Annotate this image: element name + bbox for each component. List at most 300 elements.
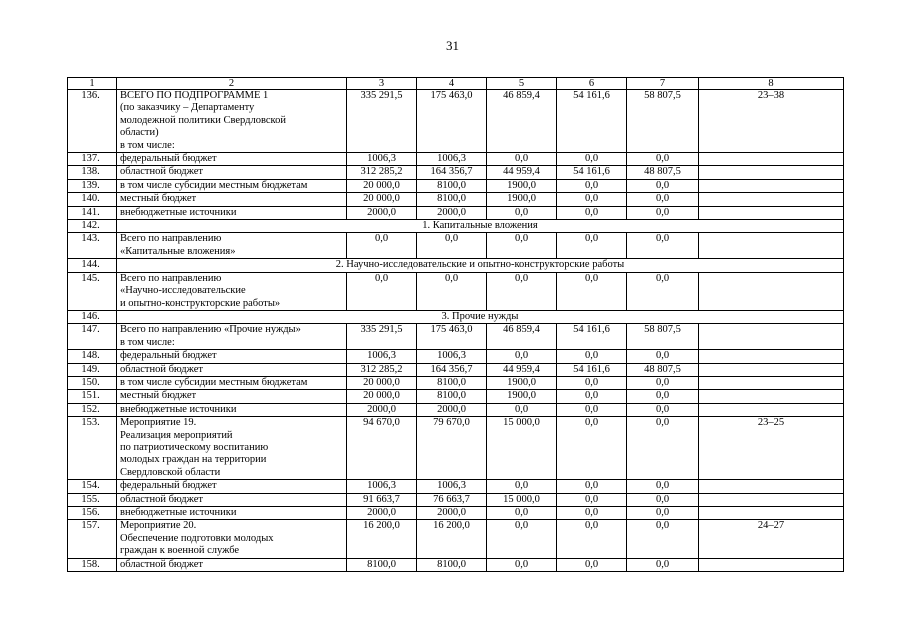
value-total: [347, 193, 417, 206]
row-number-text: 144.: [81, 259, 100, 271]
table-row: [68, 507, 844, 520]
value-year-4-text: 0,0: [655, 417, 670, 429]
value-year-1: [417, 166, 487, 179]
item-name-text: внебюджетные источники: [120, 206, 237, 218]
value-year-1: [417, 480, 487, 493]
section-title-text: 2. Научно-исследовательские и опытно-конструкторские работы: [335, 259, 625, 271]
table-row: [68, 272, 844, 310]
value-year-2-text: 0,0: [514, 507, 529, 518]
item-name-text: ВСЕГО ПО ПОДПРОГРАММЕ 1 (по заказчику – Департаменту молодежной политики Свердловской области) в том числе:: [120, 90, 286, 151]
value-year-4-text: 0,0: [655, 493, 670, 505]
value-year-4: [627, 193, 699, 206]
item-name: [117, 520, 347, 558]
value-total: [347, 376, 417, 389]
value-year-4: [627, 520, 699, 558]
item-name: [117, 363, 347, 376]
value-total-text: 335 291,5: [360, 90, 403, 101]
item-name-text: областной бюджет: [120, 558, 203, 570]
item-name-text: федеральный бюджет: [120, 480, 217, 492]
value-year-4-text: 0,0: [655, 376, 670, 388]
value-year-1: [417, 179, 487, 192]
value-total: [347, 480, 417, 493]
item-name-text: внебюджетные источники: [120, 507, 237, 518]
row-number: [68, 310, 117, 323]
row-number-text: 153.: [81, 417, 100, 429]
value-year-2-text: 46 859,4: [503, 324, 540, 336]
section-title: [117, 259, 844, 272]
value-year-2-text: 0,0: [514, 480, 529, 492]
value-year-1-text: 175 463,0: [430, 324, 473, 336]
target-indicators: [699, 558, 844, 571]
value-year-3-text: 0,0: [584, 233, 599, 245]
value-year-3: [557, 363, 627, 376]
value-year-2: [487, 350, 557, 363]
target-indicators-text: 24–27: [757, 520, 785, 532]
row-number: [68, 272, 117, 310]
value-year-1: [417, 90, 487, 153]
value-year-3: [557, 153, 627, 166]
value-year-3: [557, 166, 627, 179]
value-year-3-text: 0,0: [584, 193, 599, 205]
value-year-3-text: 0,0: [584, 480, 599, 492]
value-total: [347, 179, 417, 192]
value-total: [347, 272, 417, 310]
table-body: [68, 78, 844, 572]
row-number: [68, 558, 117, 571]
value-year-2-text: 1900,0: [507, 376, 536, 388]
section-title-text: 3. Прочие нужды: [441, 310, 519, 322]
table-row: [68, 417, 844, 480]
value-total-text: 2000,0: [367, 507, 396, 518]
value-year-2: [487, 193, 557, 206]
row-number-text: 151.: [81, 390, 100, 402]
column-number-7: 7: [627, 78, 699, 90]
table-row: [68, 153, 844, 166]
value-year-1-text: 2000,0: [437, 403, 466, 415]
value-year-3-text: 0,0: [584, 390, 599, 402]
item-name: [117, 507, 347, 520]
item-name: [117, 558, 347, 571]
row-number-text: 139.: [81, 179, 100, 191]
target-indicators: [699, 390, 844, 403]
row-number-text: 145.: [81, 272, 100, 284]
value-year-1: [417, 324, 487, 350]
value-year-2-text: 0,0: [514, 520, 529, 532]
item-name-text: Всего по направлению «Прочие нужды» в том числе:: [120, 324, 301, 348]
value-year-4-text: 0,0: [655, 520, 670, 532]
value-year-4: [627, 363, 699, 376]
column-number-4: 4: [417, 78, 487, 90]
value-year-2: [487, 480, 557, 493]
item-name-text: местный бюджет: [120, 390, 197, 402]
row-number-text: 154.: [81, 480, 100, 492]
value-year-4-text: 0,0: [655, 390, 670, 402]
page-number: 31: [446, 38, 459, 53]
table-row: [68, 363, 844, 376]
item-name-text: внебюджетные источники: [120, 403, 237, 415]
column-number-2: 2: [117, 78, 347, 90]
item-name: [117, 376, 347, 389]
item-name-text: Мероприятие 19. Реализация мероприятий по патриотическому воспитанию молодых граждан на территории Свердловской области: [120, 417, 269, 478]
row-number: [68, 179, 117, 192]
row-number: [68, 193, 117, 206]
value-year-2-text: 0,0: [514, 558, 529, 570]
row-number-text: 157.: [81, 520, 100, 532]
value-year-2: [487, 324, 557, 350]
value-year-1-text: 1006,3: [437, 153, 466, 165]
value-year-1: [417, 363, 487, 376]
value-year-2-text: 1900,0: [507, 179, 536, 191]
target-indicators-text: 23–25: [757, 417, 785, 429]
value-year-1-text: 175 463,0: [430, 90, 473, 101]
value-year-1: [417, 350, 487, 363]
value-year-2: [487, 179, 557, 192]
value-year-2-text: 15 000,0: [503, 417, 540, 429]
row-number: [68, 166, 117, 179]
value-year-2-text: 0,0: [514, 233, 529, 245]
value-year-4: [627, 507, 699, 520]
value-year-2-text: 0,0: [514, 206, 529, 218]
value-year-2-text: 0,0: [514, 403, 529, 415]
target-indicators: [699, 193, 844, 206]
value-year-2-text: 0,0: [514, 153, 529, 165]
value-year-4-text: 58 807,5: [644, 90, 681, 101]
value-total-text: 1006,3: [367, 480, 396, 492]
row-number: [68, 153, 117, 166]
target-indicators: [699, 350, 844, 363]
value-year-4-text: 0,0: [655, 558, 670, 570]
value-total-text: 0,0: [374, 233, 389, 245]
row-number-text: 156.: [81, 507, 100, 518]
value-year-3-text: 0,0: [584, 272, 599, 284]
value-year-4: [627, 206, 699, 219]
value-total: [347, 417, 417, 480]
value-year-4: [627, 90, 699, 153]
value-year-4-text: 58 807,5: [644, 324, 681, 336]
item-name: [117, 90, 347, 153]
value-total: [347, 153, 417, 166]
value-year-2: [487, 403, 557, 416]
value-year-4: [627, 324, 699, 350]
target-indicators: [699, 233, 844, 259]
item-name-text: Всего по направлению «Научно-исследовательские и опытно-конструкторские работы»: [120, 272, 281, 309]
target-indicators: [699, 166, 844, 179]
column-number-3: 3: [347, 78, 417, 90]
value-year-1: [417, 206, 487, 219]
value-year-3: [557, 403, 627, 416]
value-year-3-text: 0,0: [584, 350, 599, 362]
row-number-text: 143.: [81, 233, 100, 245]
value-total-text: 8100,0: [367, 558, 396, 570]
value-total-text: 91 663,7: [363, 493, 400, 505]
item-name: [117, 480, 347, 493]
section-row: [68, 220, 844, 233]
value-total: [347, 166, 417, 179]
section-title: [117, 220, 844, 233]
value-year-3-text: 0,0: [584, 520, 599, 532]
budget-table: [67, 77, 844, 572]
value-total-text: 1006,3: [367, 350, 396, 362]
section-title: [117, 310, 844, 323]
item-name: [117, 166, 347, 179]
table-row: [68, 480, 844, 493]
value-year-4: [627, 390, 699, 403]
value-year-4-text: 0,0: [655, 193, 670, 205]
item-name-text: Мероприятие 20. Обеспечение подготовки молодых граждан к военной службе: [120, 520, 274, 557]
value-year-4-text: 0,0: [655, 480, 670, 492]
row-number: [68, 220, 117, 233]
value-total-text: 20 000,0: [363, 193, 400, 205]
value-total-text: 2000,0: [367, 403, 396, 415]
value-total: [347, 206, 417, 219]
column-number-row: [68, 78, 844, 90]
value-year-1-text: 0,0: [444, 272, 459, 284]
value-year-1-text: 1006,3: [437, 480, 466, 492]
value-total-text: 0,0: [374, 272, 389, 284]
row-number: [68, 493, 117, 506]
value-year-3: [557, 350, 627, 363]
item-name: [117, 350, 347, 363]
table-row: [68, 90, 844, 153]
target-indicators: [699, 153, 844, 166]
value-year-3: [557, 272, 627, 310]
value-year-3-text: 0,0: [584, 417, 599, 429]
value-year-3: [557, 520, 627, 558]
value-year-4: [627, 417, 699, 480]
value-year-2: [487, 558, 557, 571]
value-total: [347, 507, 417, 520]
value-year-4-text: 0,0: [655, 153, 670, 165]
item-name: [117, 493, 347, 506]
value-year-3-text: 54 161,6: [573, 324, 610, 336]
table-row: [68, 520, 844, 558]
value-year-3: [557, 480, 627, 493]
target-indicators: [699, 363, 844, 376]
value-year-4-text: 0,0: [655, 350, 670, 362]
row-number-text: 148.: [81, 350, 100, 362]
item-name-text: федеральный бюджет: [120, 153, 217, 165]
value-total-text: 312 285,2: [360, 166, 403, 178]
value-year-3: [557, 324, 627, 350]
value-year-2-text: 15 000,0: [503, 493, 540, 505]
value-year-1-text: 8100,0: [437, 390, 466, 402]
table-row: [68, 166, 844, 179]
value-total-text: 20 000,0: [363, 376, 400, 388]
value-year-1-text: 0,0: [444, 233, 459, 245]
item-name: [117, 417, 347, 480]
value-year-4: [627, 272, 699, 310]
row-number: [68, 233, 117, 259]
row-number: [68, 480, 117, 493]
row-number-text: 149.: [81, 363, 100, 375]
value-year-4: [627, 350, 699, 363]
value-year-3-text: 0,0: [584, 558, 599, 570]
value-total: [347, 390, 417, 403]
value-year-2-text: 44 959,4: [503, 363, 540, 375]
value-year-4: [627, 376, 699, 389]
table-row: [68, 193, 844, 206]
value-year-2: [487, 363, 557, 376]
item-name: [117, 390, 347, 403]
value-year-2: [487, 272, 557, 310]
value-total-text: 94 670,0: [363, 417, 400, 429]
value-year-3-text: 0,0: [584, 206, 599, 218]
value-year-2: [487, 206, 557, 219]
value-year-1-text: 8100,0: [437, 376, 466, 388]
table-row: [68, 324, 844, 350]
item-name: [117, 272, 347, 310]
value-total: [347, 493, 417, 506]
table-row: [68, 206, 844, 219]
value-total-text: 20 000,0: [363, 179, 400, 191]
column-number-6: 6: [557, 78, 627, 90]
value-total-text: 335 291,5: [360, 324, 403, 336]
value-year-1-text: 8100,0: [437, 179, 466, 191]
value-year-3: [557, 179, 627, 192]
item-name-text: областной бюджет: [120, 166, 203, 178]
item-name-text: в том числе субсидии местным бюджетам: [120, 376, 308, 388]
value-year-1-text: 16 200,0: [433, 520, 470, 532]
row-number: [68, 403, 117, 416]
value-year-4-text: 0,0: [655, 403, 670, 415]
row-number: [68, 417, 117, 480]
value-year-1-text: 2000,0: [437, 206, 466, 218]
row-number: [68, 90, 117, 153]
value-total-text: 2000,0: [367, 206, 396, 218]
value-total: [347, 233, 417, 259]
value-year-2: [487, 90, 557, 153]
value-year-3: [557, 493, 627, 506]
value-year-4-text: 0,0: [655, 507, 670, 518]
value-year-4-text: 0,0: [655, 272, 670, 284]
item-name-text: федеральный бюджет: [120, 350, 217, 362]
value-year-4: [627, 179, 699, 192]
row-number-text: 136.: [81, 90, 100, 101]
value-year-1: [417, 520, 487, 558]
section-title-text: 1. Капитальные вложения: [422, 220, 538, 232]
target-indicators: [699, 507, 844, 520]
value-year-1-text: 8100,0: [437, 193, 466, 205]
value-year-2: [487, 233, 557, 259]
value-year-2: [487, 390, 557, 403]
table-row: [68, 493, 844, 506]
value-year-1: [417, 233, 487, 259]
value-year-3: [557, 417, 627, 480]
column-number-8: 8: [699, 78, 844, 90]
row-number-text: 140.: [81, 193, 100, 205]
item-name: [117, 153, 347, 166]
value-year-1: [417, 390, 487, 403]
value-year-2: [487, 507, 557, 520]
target-indicators-text: 23–38: [757, 90, 785, 101]
value-total: [347, 90, 417, 153]
table-row: [68, 233, 844, 259]
target-indicators: [699, 206, 844, 219]
value-total: [347, 324, 417, 350]
target-indicators: [699, 376, 844, 389]
value-year-2: [487, 166, 557, 179]
value-year-3: [557, 390, 627, 403]
value-year-2-text: 0,0: [514, 350, 529, 362]
value-year-2-text: 0,0: [514, 272, 529, 284]
value-total-text: 1006,3: [367, 153, 396, 165]
value-year-1: [417, 272, 487, 310]
value-year-2-text: 46 859,4: [503, 90, 540, 101]
value-year-3-text: 0,0: [584, 376, 599, 388]
value-year-1-text: 164 356,7: [430, 166, 473, 178]
table-row: [68, 179, 844, 192]
value-year-1: [417, 193, 487, 206]
value-year-1-text: 8100,0: [437, 558, 466, 570]
value-year-4-text: 0,0: [655, 233, 670, 245]
item-name: [117, 233, 347, 259]
row-number-text: 158.: [81, 558, 100, 570]
value-year-3-text: 54 161,6: [573, 90, 610, 101]
value-total-text: 20 000,0: [363, 390, 400, 402]
row-number-text: 147.: [81, 324, 100, 336]
row-number: [68, 507, 117, 520]
target-indicators: [699, 179, 844, 192]
value-year-3: [557, 558, 627, 571]
value-total: [347, 558, 417, 571]
target-indicators: [699, 324, 844, 350]
row-number: [68, 376, 117, 389]
item-name: [117, 324, 347, 350]
value-total: [347, 403, 417, 416]
row-number-text: 155.: [81, 493, 100, 505]
item-name-text: Всего по направлению «Капитальные вложения»: [120, 233, 236, 257]
value-year-3-text: 0,0: [584, 153, 599, 165]
table-row: [68, 558, 844, 571]
table-row: [68, 350, 844, 363]
row-number-text: 142.: [81, 220, 100, 232]
value-year-1-text: 76 663,7: [433, 493, 470, 505]
row-number-text: 137.: [81, 153, 100, 165]
value-year-2-text: 44 959,4: [503, 166, 540, 178]
item-name: [117, 206, 347, 219]
value-year-4: [627, 493, 699, 506]
value-year-3: [557, 193, 627, 206]
value-year-3-text: 54 161,6: [573, 363, 610, 375]
item-name: [117, 179, 347, 192]
value-year-2: [487, 417, 557, 480]
value-year-1: [417, 507, 487, 520]
table-row: [68, 390, 844, 403]
value-year-3: [557, 233, 627, 259]
value-year-2-text: 1900,0: [507, 390, 536, 402]
value-total: [347, 520, 417, 558]
table-row: [68, 376, 844, 389]
value-year-4-text: 0,0: [655, 179, 670, 191]
value-year-4: [627, 166, 699, 179]
row-number: [68, 363, 117, 376]
target-indicators: [699, 480, 844, 493]
row-number-text: 138.: [81, 166, 100, 178]
target-indicators: [699, 493, 844, 506]
row-number-text: 146.: [81, 310, 100, 322]
row-number: [68, 259, 117, 272]
section-row: [68, 310, 844, 323]
item-name-text: областной бюджет: [120, 493, 203, 505]
row-number: [68, 390, 117, 403]
item-name-text: областной бюджет: [120, 363, 203, 375]
target-indicators: [699, 90, 844, 153]
value-year-4: [627, 153, 699, 166]
value-year-4: [627, 403, 699, 416]
target-indicators: [699, 403, 844, 416]
value-year-3-text: 54 161,6: [573, 166, 610, 178]
row-number: [68, 350, 117, 363]
